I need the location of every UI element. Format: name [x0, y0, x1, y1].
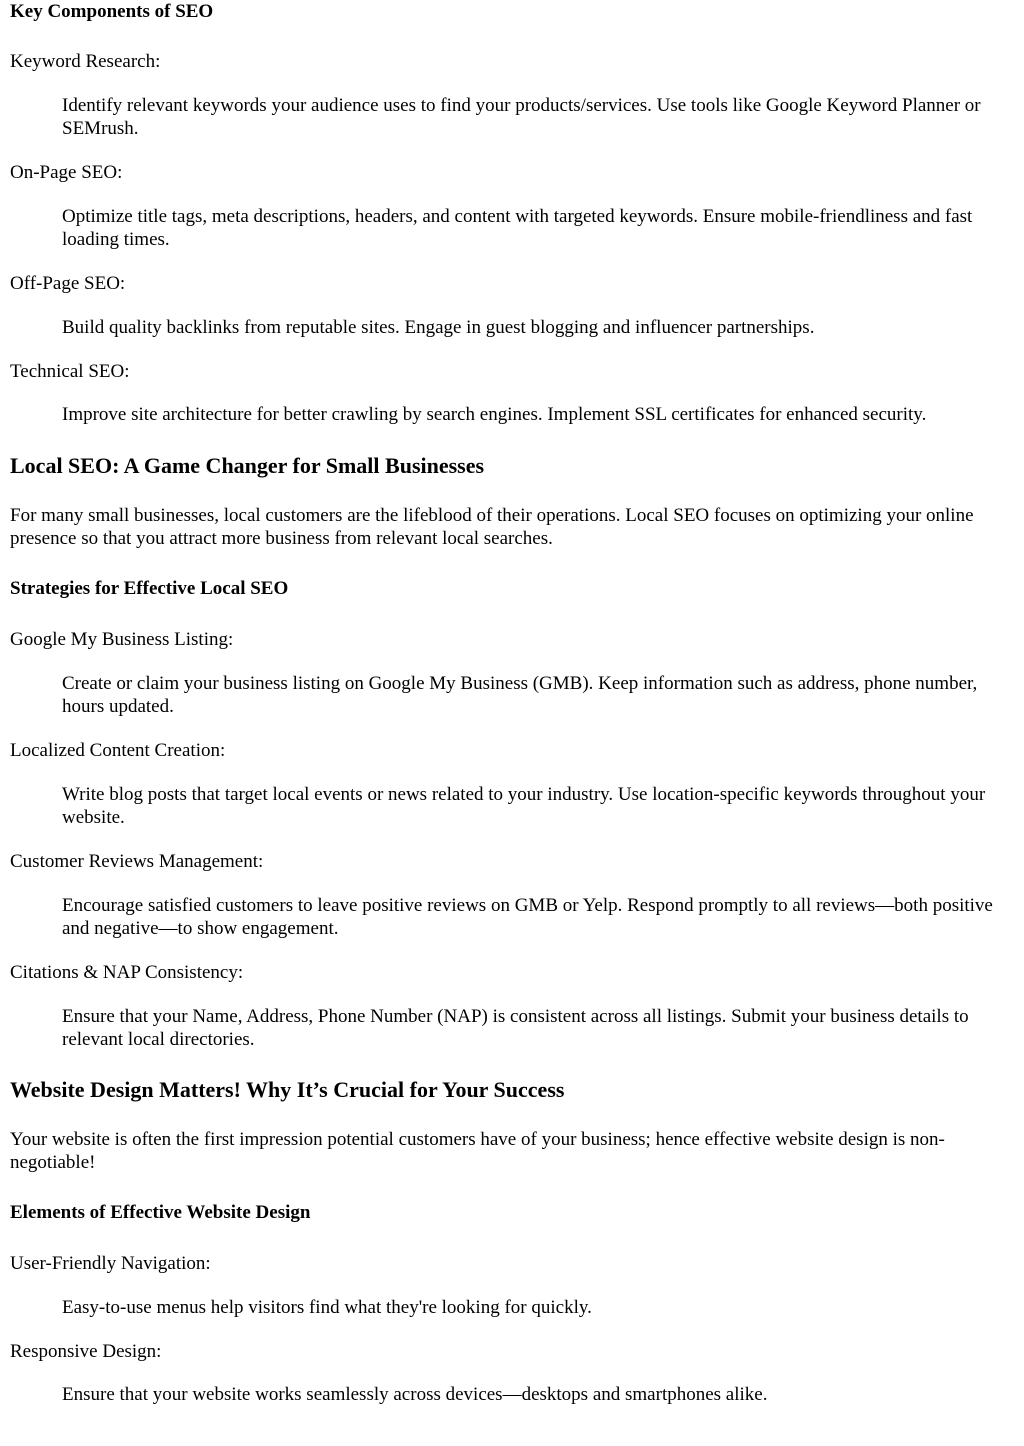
section-title-website-design: Website Design Matters! Why It’s Crucial for Your Success	[10, 1077, 565, 1102]
desc-on-page-seo: Optimize title tags, meta descriptions, headers, and content with targeted keywords. Ensure mobile-friendliness and fast loading times.	[62, 206, 973, 250]
paragraph-local-seo-intro: For many small businesses, local customers are the lifeblood of their operations. Local SEO focuses on optimizing your online presence so that you attract more business from relevant local searches.	[10, 505, 974, 549]
desc-google-my-business: Create or claim your business listing on Google My Business (GMB). Keep information such as address, phone number, hours updated.	[62, 673, 978, 717]
desc-keyword-research: Identify relevant keywords your audience uses to find your products/services. Use tools like Google Keyword Planner or SEMrush.	[62, 95, 981, 139]
term-customer-reviews: Customer Reviews Management:	[10, 851, 264, 872]
section-heading-key-components: Key Components of SEO	[10, 1, 214, 22]
term-user-friendly-navigation: User-Friendly Navigation:	[10, 1253, 211, 1274]
desc-off-page-seo: Build quality backlinks from reputable sites. Engage in guest blogging and influencer partnerships.	[62, 317, 815, 338]
desc-technical-seo: Improve site architecture for better crawling by search engines. Implement SSL certificates for enhanced security.	[62, 404, 927, 425]
section-title-local-seo: Local SEO: A Game Changer for Small Businesses	[10, 453, 485, 478]
term-technical-seo: Technical SEO:	[10, 361, 130, 382]
paragraph-website-design-intro: Your website is often the first impression potential customers have of your business; hence effective website design is non-negotiable!	[10, 1129, 945, 1173]
term-keyword-research: Keyword Research:	[10, 51, 161, 72]
term-on-page-seo: On-Page SEO:	[10, 162, 123, 183]
term-google-my-business: Google My Business Listing:	[10, 629, 234, 650]
desc-user-friendly-navigation: Easy-to-use menus help visitors find what they're looking for quickly.	[62, 1297, 592, 1318]
desc-customer-reviews: Encourage satisfied customers to leave positive reviews on GMB or Yelp. Respond promptly to all reviews—both positive and negative—to show engagement.	[62, 895, 993, 939]
term-responsive-design: Responsive Design:	[10, 1341, 162, 1362]
section-heading-local-seo-strategies: Strategies for Effective Local SEO	[10, 578, 289, 599]
section-heading-website-design-elements: Elements of Effective Website Design	[10, 1202, 311, 1223]
term-localized-content: Localized Content Creation:	[10, 740, 226, 761]
term-off-page-seo: Off-Page SEO:	[10, 273, 126, 294]
desc-citations-nap: Ensure that your Name, Address, Phone Number (NAP) is consistent across all listings. Submit your business details to relevant local directories.	[62, 1006, 969, 1050]
term-citations-nap: Citations & NAP Consistency:	[10, 962, 244, 983]
desc-localized-content: Write blog posts that target local events or news related to your industry. Use location-specific keywords throughout your website.	[62, 784, 986, 828]
desc-responsive-design: Ensure that your website works seamlessly across devices—desktops and smartphones alike.	[62, 1384, 768, 1405]
